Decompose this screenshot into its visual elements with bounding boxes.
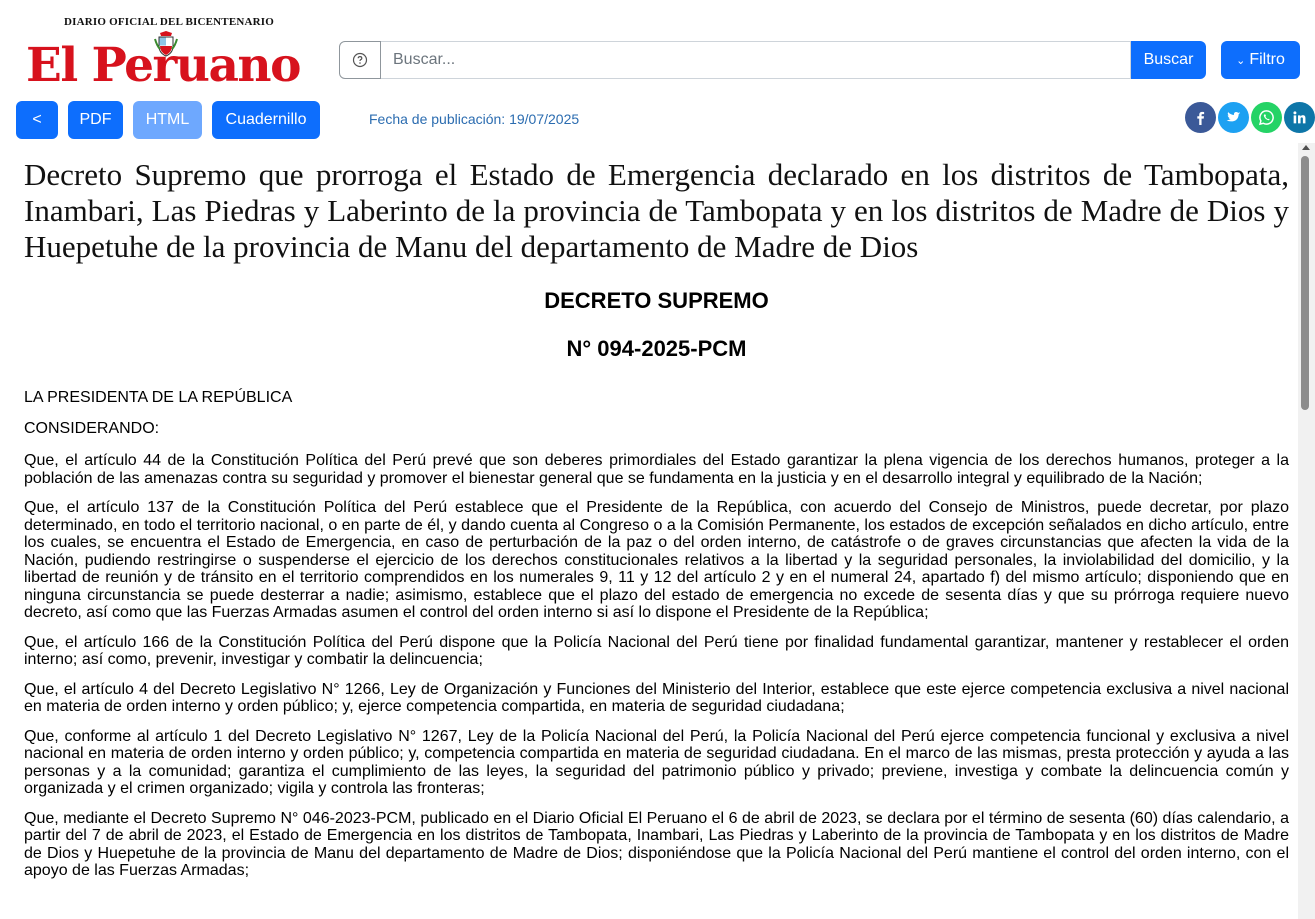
whatsapp-icon[interactable] — [1251, 102, 1282, 133]
decree-heading: DECRETO SUPREMO — [544, 288, 769, 313]
filter-button[interactable] — [1221, 41, 1300, 79]
considering-label: CONSIDERANDO: — [24, 420, 160, 437]
document-paragraph: Que, el artículo 137 de la Constitución Política del Perú establece que el Presidente de la República, con acuerdo del Consejo de Ministros, puede decretar, por plazo determinado, en todo el territorio nacional, o en parte de él, y dando cuenta al Congreso o a la Comisión Permanente, los estados de excepción señalados en dicho artículo, entre los cuales, se encuentra el Estado de Emergencia, en caso de perturbación de la paz o del orden interno, de catástrofe o de graves circunstancias que afecten la vida de la Nación, pudiendo restringirse o suspenderse el ejercicio de los derechos constitucionales relativos a la libertad y la seguridad personales, la inviolabilidad del domicilio, y la libertad de reunión y de tránsito en el territorio comprendidos en los numerales 9, 11 y 12 del artículo 2 y en el numeral 24, apartado f) del mismo artículo; disponiendo que en ninguna circunstancia se puede desterrar a nadie; asimismo, establece que el plazo del estado de emergencia no excede de sesenta días y que su prórroga requiere nuevo decreto, así como que las Fuerzas Armadas asumen el control del orden interno si así lo dispone el Presidente de la República; — [24, 499, 1289, 621]
cuadernillo-button[interactable]: Cuadernillo — [212, 101, 320, 139]
document-paragraph: Que, el artículo 166 de la Constitución Política del Perú dispone que la Policía Nacional del Perú tiene por finalidad fundamental garantizar, mantener y restablecer el orden interno; así como, prevenir, investigar y combatir la delincuencia; — [24, 633, 1289, 668]
search-bar — [339, 41, 1206, 79]
document-content — [24, 157, 1289, 880]
el-peruano-logo[interactable] — [22, 12, 314, 98]
document-scrollbar[interactable] — [1298, 143, 1315, 919]
publication-date: Fecha de publicación: 19/07/2025 — [369, 111, 580, 127]
chevron-down-icon: ⌄ — [1236, 54, 1246, 67]
decree-number: N° 094-2025-PCM — [566, 336, 747, 361]
pdf-button[interactable]: PDF — [68, 101, 123, 139]
document-toolbar — [16, 101, 320, 139]
logo-wordmark: El Peruano — [26, 38, 300, 93]
question-circle-icon — [352, 52, 368, 68]
search-button[interactable]: Buscar — [1131, 41, 1206, 79]
issuer-line: LA PRESIDENTA DE LA REPÚBLICA — [24, 389, 293, 406]
social-share — [1185, 102, 1315, 133]
html-button[interactable]: HTML — [133, 101, 202, 139]
document-paragraph: Que, el artículo 44 de la Constitución Política del Perú prevé que son deberes primordiales del Estado garantizar la plena vigencia de los derechos humanos, proteger a la población de las amenazas contra su seguridad y promover el bienestar general que se fundamenta en la justicia y en el desarrollo integral y equilibrado de la Nación; — [24, 452, 1289, 487]
back-button[interactable]: < — [16, 101, 58, 139]
logo-tagline: DIARIO OFICIAL DEL BICENTENARIO — [64, 16, 275, 28]
twitter-icon[interactable] — [1218, 102, 1249, 133]
filter-label: Filtro — [1249, 51, 1285, 68]
document-paragraph: Que, mediante el Decreto Supremo N° 046-2023-PCM, publicado en el Diario Oficial El Peruano el 6 de abril de 2023, se declara por el término de sesenta (60) días calendario, a partir del 7 de abril de 2023, el Estado de Emergencia en los distritos de Tambopata, Inambari, Las Piedras y Laberinto de la provincia de Tambopata y en los distritos de Madre de Dios y Huepetuhe de la provincia de Manu del departamento de Madre de Dios; disponiéndose que la Policía Nacional del Perú mantiene el control del orden interno, con el apoyo de las Fuerzas Armadas; — [24, 809, 1289, 879]
scroll-up-arrow-icon[interactable] — [1302, 145, 1310, 150]
document-paragraph: Que, conforme al artículo 1 del Decreto Legislativo N° 1267, Ley de la Policía Nacional del Perú, la Policía Nacional del Perú ejerce competencia funcional y exclusiva a nivel nacional en materia de orden interno y orden público; y, competencia compartida en materia de seguridad ciudadana. En el marco de las mismas, presta protección y ayuda a las personas y a la comunidad; garantiza el cumplimiento de las leyes, la seguridad del patrimonio público y privado; previene, investiga y combate la delincuencia común y organizada y el crimen organizado; vigila y controla las fronteras; — [24, 727, 1289, 797]
scrollbar-thumb[interactable] — [1301, 156, 1309, 410]
document-title: Decreto Supremo que prorroga el Estado de Emergencia declarado en los distritos de Tambopata, Inambari, Las Piedras y Laberinto de la provincia de Tambopata y en los distritos de Madre de Dios y Huepetuhe de la provincia de Manu del departamento de Madre de Dios — [24, 157, 1289, 264]
linkedin-icon[interactable] — [1284, 102, 1315, 133]
search-input[interactable] — [381, 41, 1131, 79]
facebook-icon[interactable] — [1185, 102, 1216, 133]
search-help-button[interactable] — [339, 41, 381, 79]
document-paragraph: Que, el artículo 4 del Decreto Legislativo N° 1266, Ley de Organización y Funciones del Ministerio del Interior, establece que este ejerce competencia exclusiva a nivel nacional en materia de orden interno y orden público; y, ejerce competencia compartida, en materia de seguridad ciudadana; — [24, 680, 1289, 715]
